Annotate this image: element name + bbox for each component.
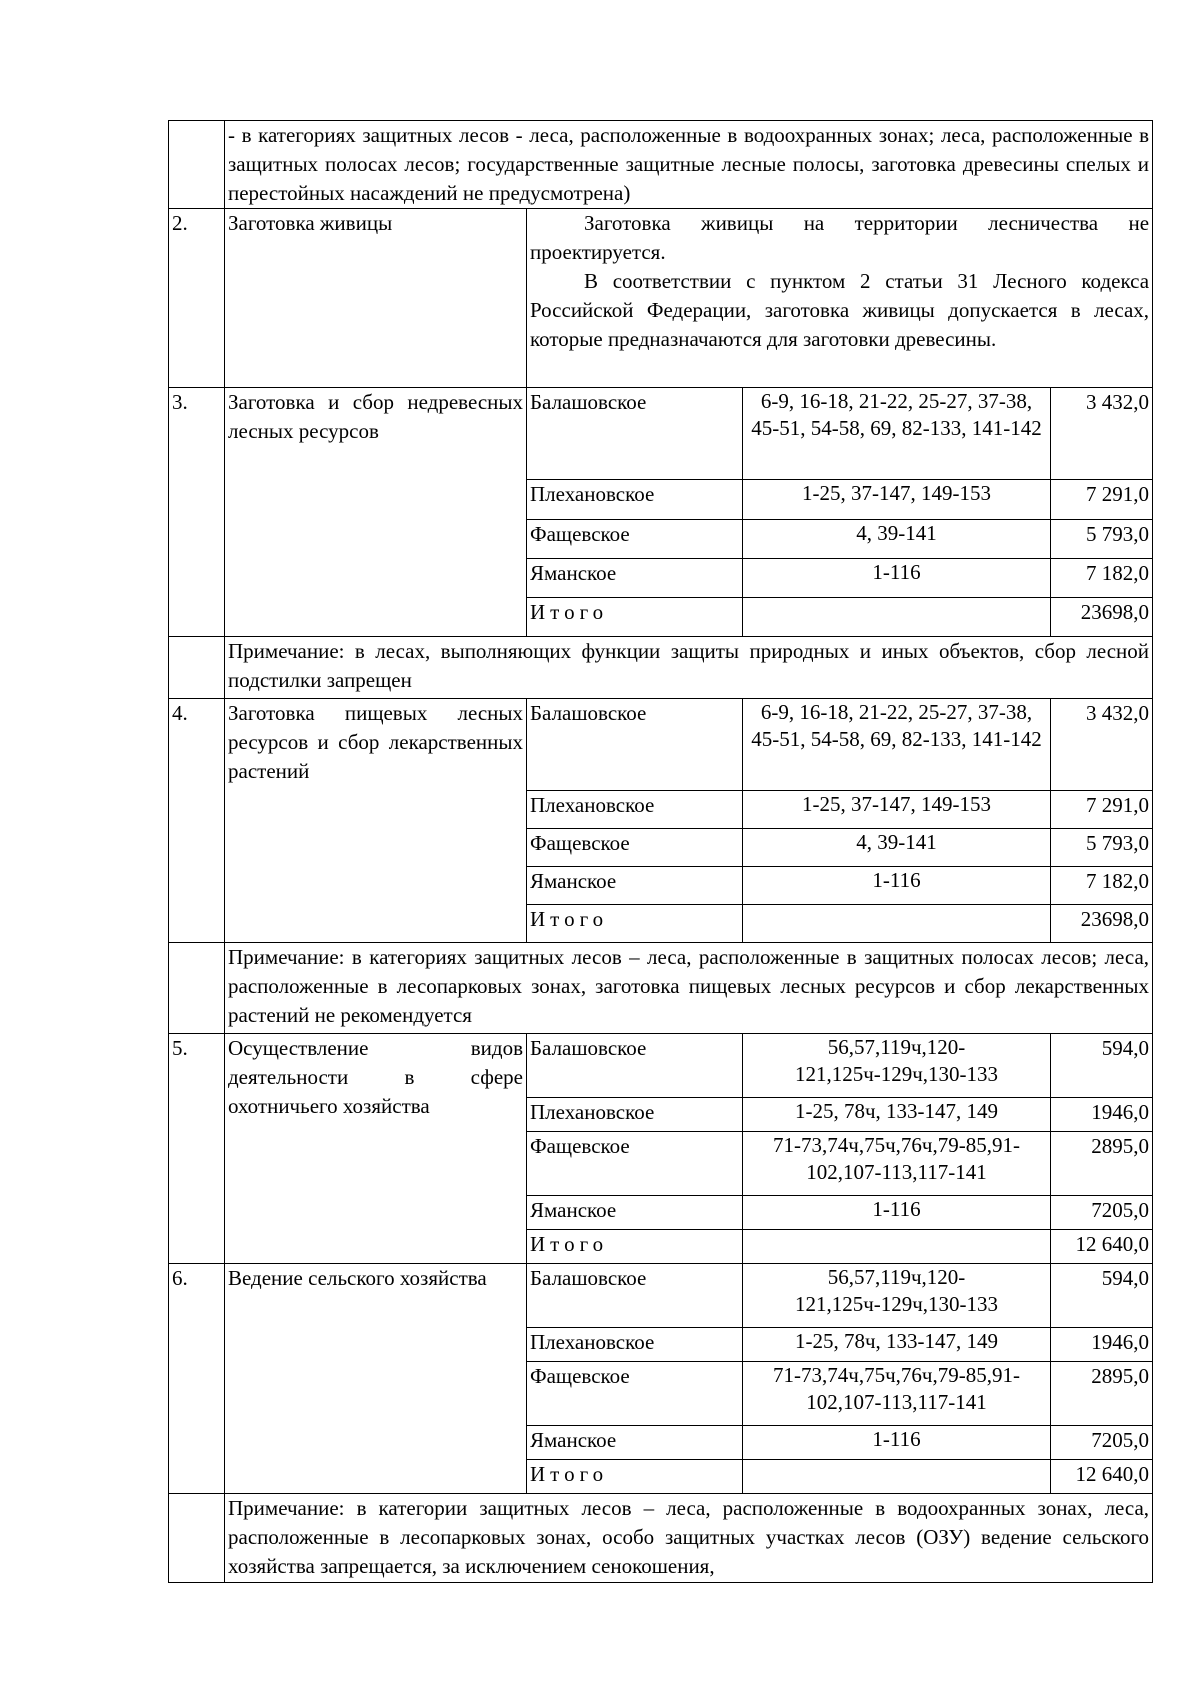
resin-text-cell [527, 209, 1153, 388]
forestry-name: Яманское [527, 559, 743, 598]
forestry-name: Фащевское [527, 829, 743, 867]
activity-name: Заготовка и сбор недревесных лесных ресурсов [225, 388, 527, 637]
note: Примечание: в категории защитных лесов – леса, расположенные в водоохранных зонах, леса, расположенные в лесопарковых зонах, особо защитных участках лесов (ОЗУ) ведение сельского хозяйства запрещается, за исключением сенокошения, [225, 1494, 1153, 1583]
resin-text-2: В соответствии с пунктом 2 статьи 31 Лесного кодекса Российской Федерации, заготовка живицы допускается в лесах, которые предназначаются для заготовки древесины. [530, 269, 1150, 351]
quarters: 1-25, 78ч, 133-147, 149 [743, 1328, 1051, 1362]
row-number: 5. [169, 1034, 225, 1264]
continued-note: - в категориях защитных лесов - леса, расположенные в водоохранных зонах; леса, расположенные в защитных полосах лесов; государственные защитные лесные полосы, заготовка древесины спелых и перестойных насаждений не предусмотрена) [225, 121, 1153, 209]
quarters: 1-25, 78ч, 133-147, 149 [743, 1098, 1051, 1132]
activity-name: Ведение сельского хозяйства [225, 1264, 527, 1494]
row-number: 3. [169, 388, 225, 637]
quarters: 1-116 [743, 1196, 1051, 1230]
quarters: 4, 39-141 [743, 829, 1051, 867]
table-row [169, 1034, 1153, 1098]
area-value: 7 182,0 [1051, 559, 1153, 598]
total-value: 23698,0 [1051, 598, 1153, 637]
forestry-name: Яманское [527, 867, 743, 905]
total-value: 23698,0 [1051, 905, 1153, 943]
forestry-name: Балашовское [527, 1034, 743, 1098]
area-value: 7 182,0 [1051, 867, 1153, 905]
area-value: 2895,0 [1051, 1362, 1153, 1426]
row-number: 6. [169, 1264, 225, 1494]
area-value: 5 793,0 [1051, 520, 1153, 559]
quarters: 1-25, 37-147, 149-153 [743, 480, 1051, 520]
activity-name: Осуществление видов деятельности в сфере охотничьего хозяйства [225, 1034, 527, 1264]
forestry-name: Плехановское [527, 791, 743, 829]
forestry-name: Плехановское [527, 1328, 743, 1362]
forestry-name: Плехановское [527, 480, 743, 520]
empty-cell [169, 1494, 225, 1583]
quarters: 1-116 [743, 867, 1051, 905]
table-row [169, 121, 1153, 209]
table-row [169, 637, 1153, 699]
area-value: 7205,0 [1051, 1196, 1153, 1230]
quarters: 71-73,74ч,75ч,76ч,79-85,91-102,107-113,117-141 [743, 1362, 1051, 1426]
row-number: 2. [169, 209, 225, 388]
resin-text-1: Заготовка живицы на территории лесничества не проектируется. [530, 211, 1150, 264]
area-value: 3 432,0 [1051, 699, 1153, 791]
table-row [169, 209, 1153, 388]
activity-name: Заготовка живицы [225, 209, 527, 388]
quarters: 56,57,119ч,120-121,125ч-129ч,130-133 [743, 1034, 1051, 1098]
total-label: Итого [527, 1230, 743, 1264]
quarters: 1-116 [743, 1426, 1051, 1460]
area-value: 7 291,0 [1051, 480, 1153, 520]
forestry-name: Фащевское [527, 1362, 743, 1426]
empty-cell [743, 598, 1051, 637]
area-value: 7205,0 [1051, 1426, 1153, 1460]
total-label: Итого [527, 598, 743, 637]
forestry-name: Яманское [527, 1196, 743, 1230]
forestry-name: Балашовское [527, 388, 743, 480]
table-row [169, 1494, 1153, 1583]
forest-use-table [168, 120, 1153, 1583]
total-label: Итого [527, 1460, 743, 1494]
total-value: 12 640,0 [1051, 1230, 1153, 1264]
forestry-name: Яманское [527, 1426, 743, 1460]
empty-cell [743, 1230, 1051, 1264]
table-row [169, 943, 1153, 1034]
row-number: 4. [169, 699, 225, 943]
quarters: 71-73,74ч,75ч,76ч,79-85,91-102,107-113,117-141 [743, 1132, 1051, 1196]
forestry-name: Фащевское [527, 520, 743, 559]
empty-cell [743, 1460, 1051, 1494]
area-value: 594,0 [1051, 1264, 1153, 1328]
table-row [169, 388, 1153, 480]
forestry-name: Фащевское [527, 1132, 743, 1196]
table-row [169, 1264, 1153, 1328]
forestry-name: Балашовское [527, 699, 743, 791]
empty-cell [169, 943, 225, 1034]
table-row [169, 699, 1153, 791]
number-cell [169, 121, 225, 209]
note: Примечание: в категориях защитных лесов – леса, расположенные в защитных полосах лесов; леса, расположенные в лесопарковых зонах, заготовка пищевых лесных ресурсов и сбор лекарственных растений не рекомендуется [225, 943, 1153, 1034]
area-value: 5 793,0 [1051, 829, 1153, 867]
area-value: 1946,0 [1051, 1328, 1153, 1362]
area-value: 594,0 [1051, 1034, 1153, 1098]
empty-cell [169, 637, 225, 699]
area-value: 7 291,0 [1051, 791, 1153, 829]
area-value: 2895,0 [1051, 1132, 1153, 1196]
forestry-name: Плехановское [527, 1098, 743, 1132]
quarters: 56,57,119ч,120-121,125ч-129ч,130-133 [743, 1264, 1051, 1328]
empty-cell [743, 905, 1051, 943]
total-value: 12 640,0 [1051, 1460, 1153, 1494]
total-label: Итого [527, 905, 743, 943]
quarters: 1-116 [743, 559, 1051, 598]
area-value: 1946,0 [1051, 1098, 1153, 1132]
quarters: 6-9, 16-18, 21-22, 25-27, 37-38, 45-51, 54-58, 69, 82-133, 141-142 [743, 388, 1051, 480]
document-page [168, 120, 1152, 1583]
quarters: 6-9, 16-18, 21-22, 25-27, 37-38, 45-51, 54-58, 69, 82-133, 141-142 [743, 699, 1051, 791]
area-value: 3 432,0 [1051, 388, 1153, 480]
quarters: 4, 39-141 [743, 520, 1051, 559]
forestry-name: Балашовское [527, 1264, 743, 1328]
note: Примечание: в лесах, выполняющих функции защиты природных и иных объектов, сбор лесной подстилки запрещен [225, 637, 1153, 699]
activity-name: Заготовка пищевых лесных ресурсов и сбор лекарственных растений [225, 699, 527, 943]
quarters: 1-25, 37-147, 149-153 [743, 791, 1051, 829]
